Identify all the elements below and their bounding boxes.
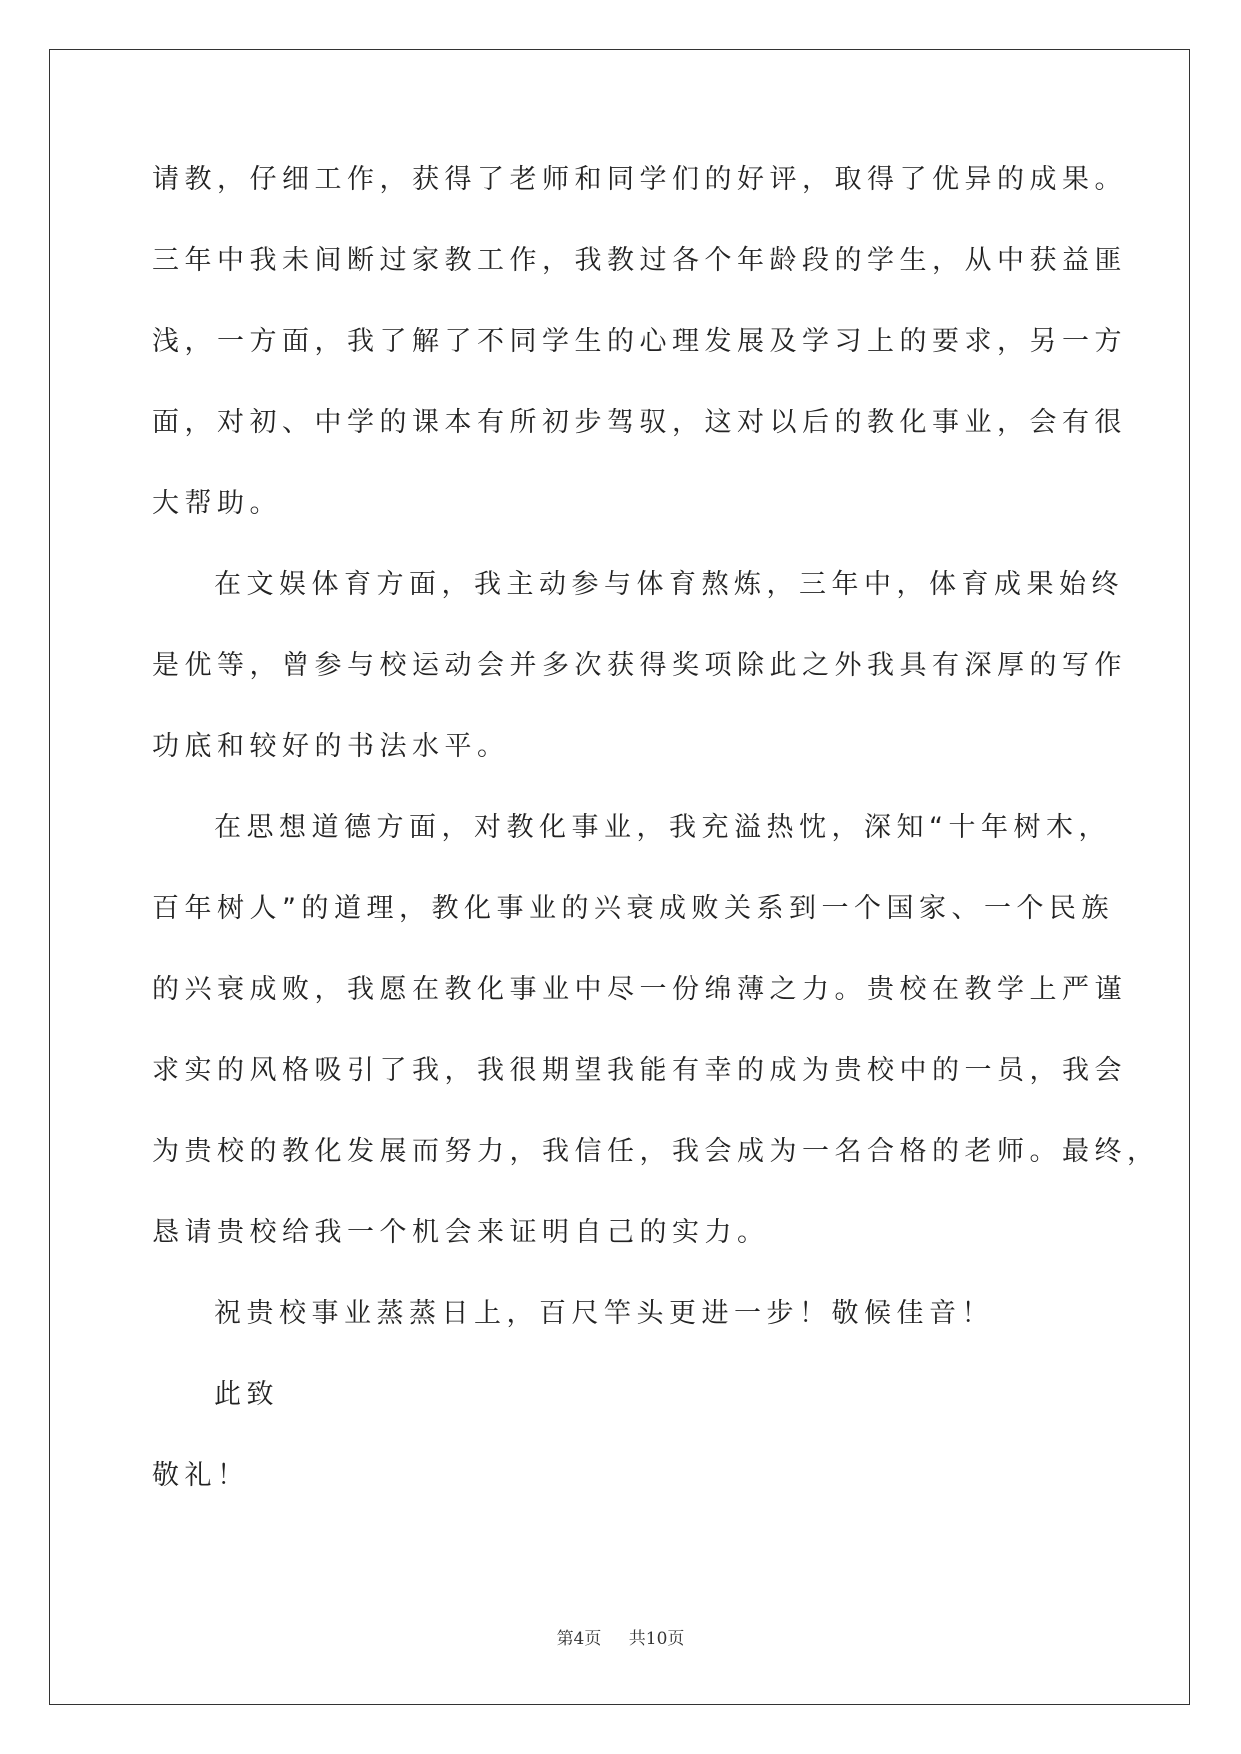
paragraph-first-line: 在思想道德方面，对教化事业，我充溢热忱，深知“十年树木， (214, 812, 1111, 843)
text-line: 三年中我未间断过家教工作，我教过各个年龄段的学生，从中获益匪 (152, 245, 1127, 276)
text-line: 是优等，曾参与校运动会并多次获得奖项除此之外我具有深厚的写作 (152, 650, 1127, 681)
text-line: 的兴衰成败，我愿在教化事业中尽一份绵薄之力。贵校在教学上严谨 (152, 974, 1127, 1005)
text-line: 大帮助。 (152, 488, 282, 519)
closing-wish: 祝贵校事业蒸蒸日上，百尺竿头更进一步！敬候佳音！ (214, 1298, 994, 1329)
page-number: 第4页 (556, 1629, 602, 1649)
text-line: 恳请贵校给我一个机会来证明自己的实力。 (152, 1217, 770, 1248)
page-total: 共10页 (628, 1629, 685, 1649)
text-line: 请教，仔细工作，获得了老师和同学们的好评，取得了优异的成果。 (152, 164, 1127, 195)
text-line: 为贵校的教化发展而努力，我信任，我会成为一名合格的老师。最终， (152, 1136, 1160, 1167)
text-line: 面，对初、中学的课本有所初步驾驭，这对以后的教化事业，会有很 (152, 407, 1127, 438)
text-line: 求实的风格吸引了我，我很期望我能有幸的成为贵校中的一员，我会 (152, 1055, 1127, 1086)
page-footer (0, 1624, 1241, 1649)
closing-regards: 敬礼！ (152, 1460, 250, 1491)
text-line: 功底和较好的书法水平。 (152, 731, 510, 762)
text-line: 浅，一方面，我了解了不同学生的心理发展及学习上的要求，另一方 (152, 326, 1127, 357)
text-line: 百年树人”的道理，教化事业的兴衰成败关系到一个国家、一个民族 (152, 893, 1114, 924)
paragraph-first-line: 在文娱体育方面，我主动参与体育熬炼，三年中，体育成果始终 (214, 569, 1124, 600)
page-border (49, 49, 1190, 1705)
closing-salutation: 此致 (214, 1379, 279, 1410)
